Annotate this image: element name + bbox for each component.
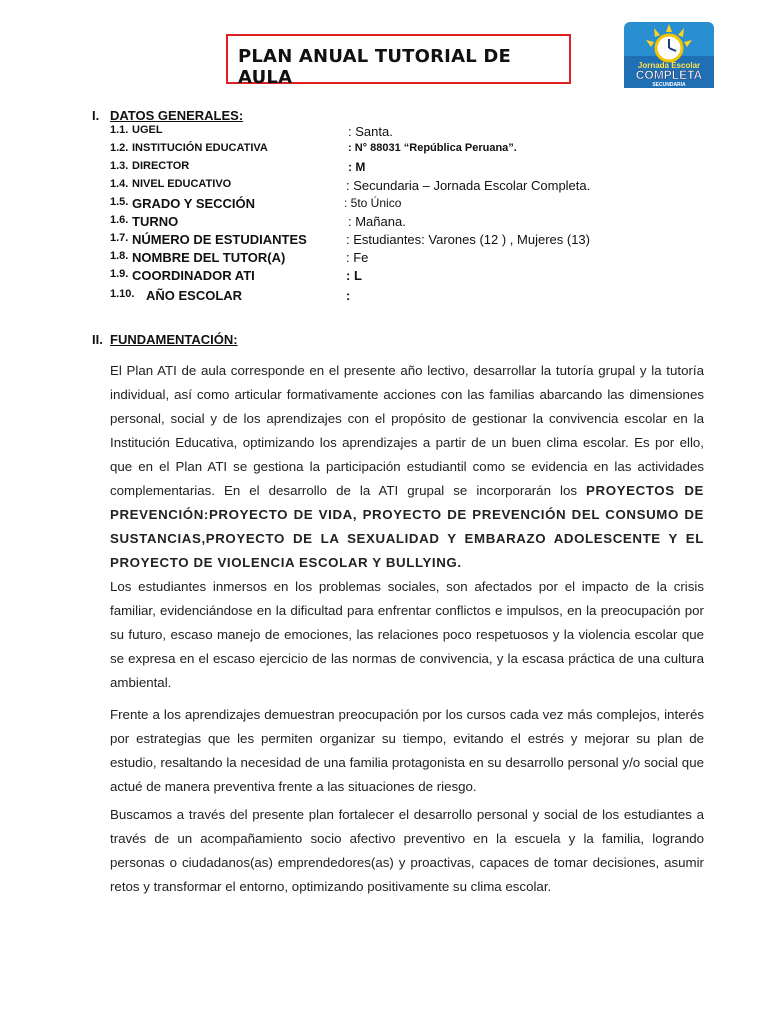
section-1-title: DATOS GENERALES: xyxy=(110,108,244,123)
row-number: 1.7. xyxy=(110,232,129,244)
row-label: COORDINADOR ATI xyxy=(132,268,255,283)
paragraph-3: Frente a los aprendizajes demuestran preocupación por los cursos cada vez más complejos, interés por estrategias que les permiten organizar su tiempo, evitando el estrés y mejorar su plan de estudio, resaltando la necesidad de una familia protagonista en su desarrollo personal y/o social que actué de manera preventiva frente a las situaciones de riesgo. xyxy=(110,707,704,794)
row-label: NÚMERO DE ESTUDIANTES xyxy=(132,232,307,247)
logo-line3: SECUNDARIA xyxy=(652,82,686,88)
row-value: : Estudiantes: Varones (12 ) , Mujeres (13) xyxy=(346,232,590,247)
row-label: UGEL xyxy=(132,124,163,136)
row-label: DIRECTOR xyxy=(132,160,190,172)
row-number: 1.3. xyxy=(110,160,129,172)
logo-line1: Jornada Escolar xyxy=(637,61,701,70)
row-number: 1.1. xyxy=(110,124,129,136)
row-value: : Fe xyxy=(346,250,369,265)
row-label: AÑO ESCOLAR xyxy=(146,288,243,303)
section-2-title: FUNDAMENTACIÓN: xyxy=(110,332,238,347)
title-box xyxy=(226,34,571,88)
row-value: : N° 88031 “República Peruana”. xyxy=(348,142,517,154)
paragraph-1-text: El Plan ATI de aula corresponde en el presente año lectivo, desarrollar la tutoría grupal y la tutoría individual, así como articular formativamente acciones con las familias abarcando las dimensiones personal, social y de los aprendizajes con el propósito de gestionar la convivencia escolar en la Institución Educativa, optimizando los aprendizajes a partir de un buen clima escolar. Es por ello, que en el Plan ATI se gestiona la participación estudiantil como se evidencia en las actividades complementarias. En el desarrollo de la ATI grupal se incorporarán los xyxy=(110,363,704,498)
paragraph-2: Los estudiantes inmersos en los problemas sociales, son afectados por el impacto de la crisis familiar, evidenciándose en la dificultad para enfrentar conflictos e impulsos, en la preocupación por su futuro, escaso manejo de emociones, las relaciones poco respetuosos y la violencia escolar que se expresa en el escaso ejercicio de las normas de convivencia, y la escasa práctica de una cultura ambiental. xyxy=(110,579,704,690)
paragraph-4: Buscamos a través del presente plan fortalecer el desarrollo personal y social de los estudiantes a través de un acompañamiento socio afectivo preventivo en la escuela y la familia, logrando personas o ciudadanos(as) emprendedores(as) y proactivas, capaces de tomar decisiones, asumir retos y transformar el entorno, optimizando positivamente su clima escolar. xyxy=(110,807,704,894)
row-number: 1.9. xyxy=(110,268,129,280)
section-1-heading xyxy=(92,108,243,123)
jec-logo xyxy=(624,22,714,88)
row-value: : Mañana. xyxy=(348,214,406,229)
row-number: 1.6. xyxy=(110,214,129,226)
row-value: : M xyxy=(348,160,366,174)
page-title: PLAN ANUAL TUTORIAL DE AULA xyxy=(238,46,511,88)
row-label: NIVEL EDUCATIVO xyxy=(132,178,232,190)
row-label: GRADO Y SECCIÓN xyxy=(132,196,256,211)
row-number: 1.8. xyxy=(110,250,129,262)
row-label: TURNO xyxy=(132,214,179,229)
row-number: 1.2. xyxy=(110,142,129,154)
row-value: : Santa. xyxy=(348,124,393,139)
row-value: : xyxy=(346,288,351,303)
row-number: 1.10. xyxy=(110,288,135,300)
section-1-number: I. xyxy=(92,108,100,123)
section-2-number: II. xyxy=(92,332,103,347)
row-number: 1.5. xyxy=(110,196,129,208)
logo-line2: COMPLETA xyxy=(635,68,703,82)
row-label: NOMBRE DEL TUTOR(A) xyxy=(132,250,286,265)
row-value: : Secundaria – Jornada Escolar Completa. xyxy=(346,178,591,193)
section-2-heading xyxy=(92,332,238,347)
clock-icon xyxy=(656,35,682,61)
row-value: : L xyxy=(346,268,362,283)
paragraph-1-bold: PROYECTOS DE PREVENCIÓN:PROYECTO DE VIDA, PROYECTO DE PREVENCIÓN DEL CONSUMO DE SUSTANCIAS,PROYECTO DE LA SEXUALIDAD Y EMBARAZO ADOLESCENTE Y EL PROYECTO DE VIOLENCIA ESCOLAR Y BULLYING. xyxy=(110,483,704,570)
paragraph-1 xyxy=(110,359,704,575)
row-label: INSTITUCIÓN EDUCATIVA xyxy=(132,142,268,154)
row-value: : 5to Único xyxy=(344,196,402,210)
row-number: 1.4. xyxy=(110,178,129,190)
